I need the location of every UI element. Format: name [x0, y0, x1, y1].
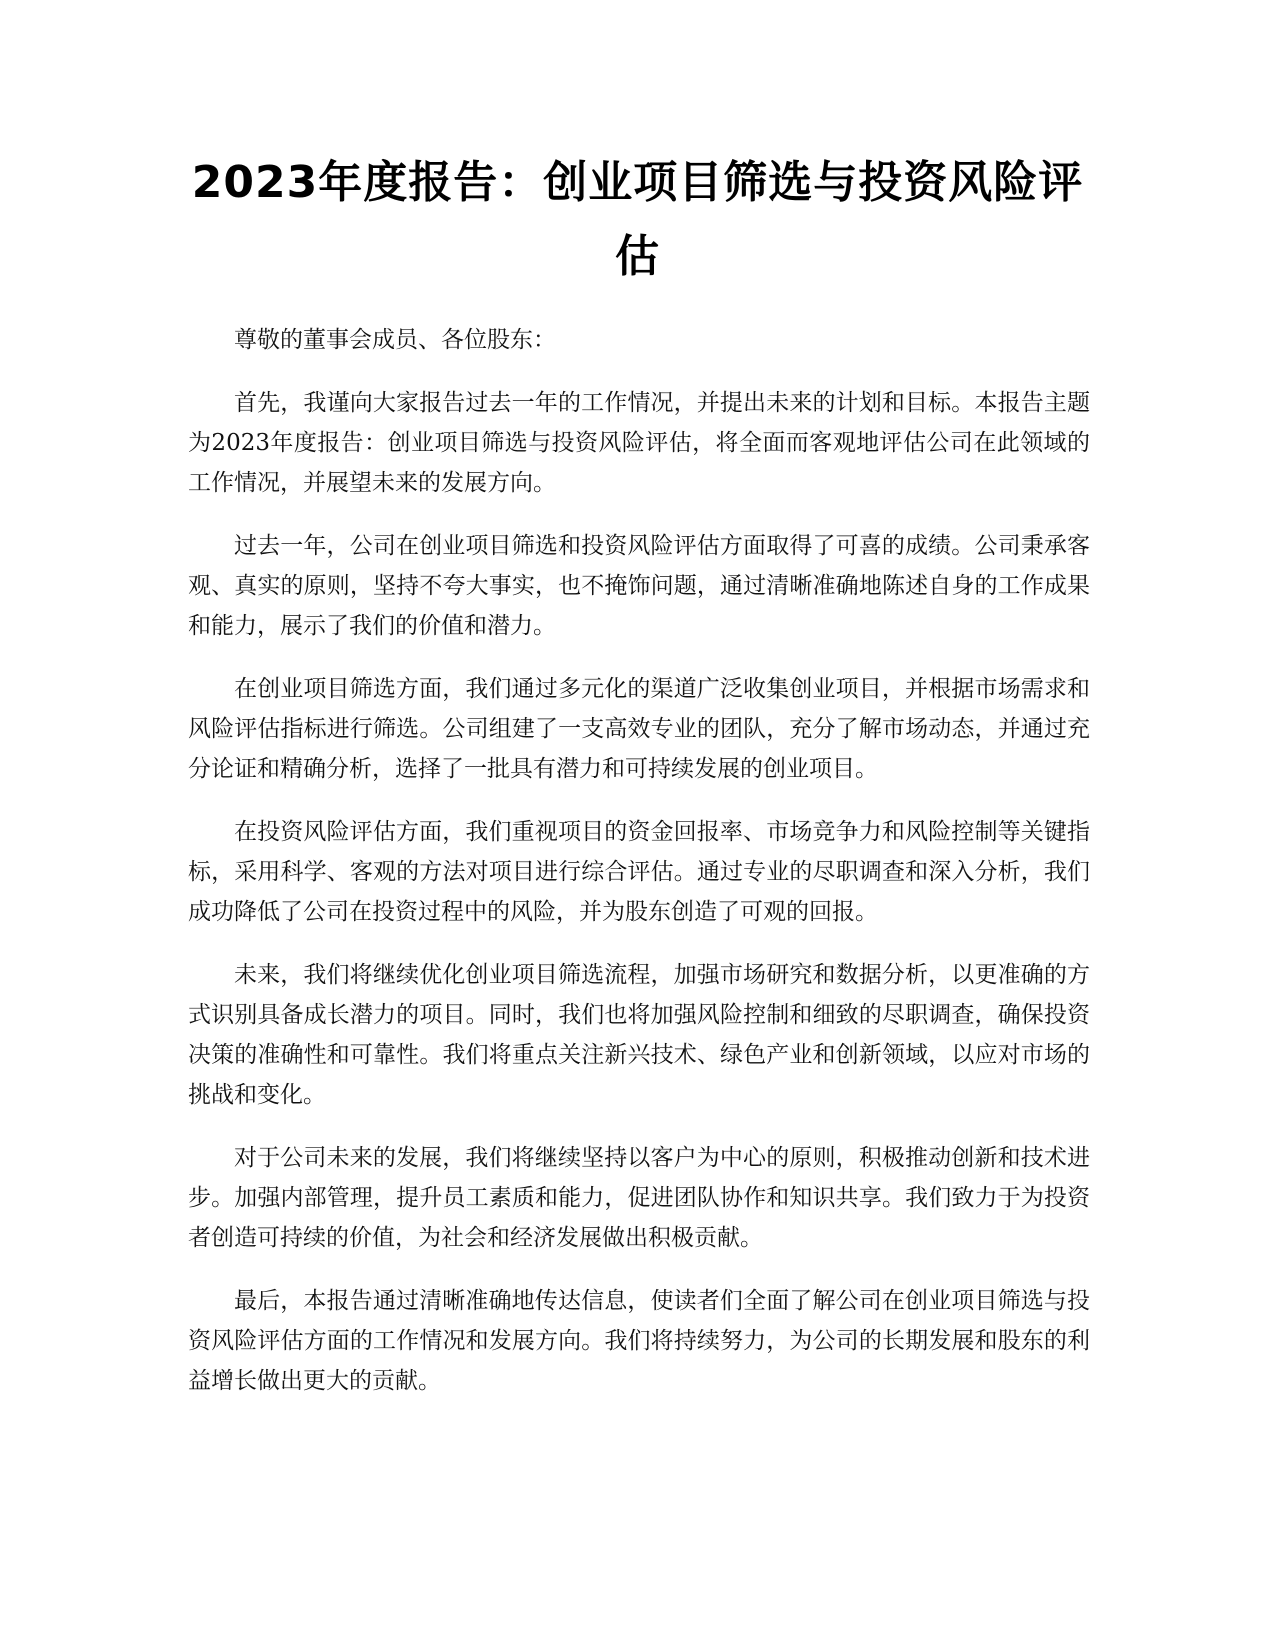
page-title: 2023年度报告：创业项目筛选与投资风险评估: [191, 157, 1084, 282]
paragraph-intro: 首先，我谨向大家报告过去一年的工作情况，并提出未来的计划和目标。本报告主题为2023年度报告：创业项目筛选与投资风险评估，将全面而客观地评估公司在此领域的工作情况，并展望未来的发展方向。: [188, 390, 1090, 496]
paragraph-risk-assessment: 在投资风险评估方面，我们重视项目的资金回报率、市场竞争力和风险控制等关键指标，采用科学、客观的方法对项目进行综合评估。通过专业的尽职调查和深入分析，我们成功降低了公司在投资过程中的风险，并为股东创造了可观的回报。: [188, 819, 1090, 925]
document-body: [188, 320, 1090, 1424]
paragraph-past-year: 过去一年，公司在创业项目筛选和投资风险评估方面取得了可喜的成绩。公司秉承客观、真实的原则，坚持不夸大事实，也不掩饰问题，通过清晰准确地陈述自身的工作成果和能力，展示了我们的价值和潜力。: [188, 533, 1090, 639]
paragraph-project-screening: 在创业项目筛选方面，我们通过多元化的渠道广泛收集创业项目，并根据市场需求和风险评估指标进行筛选。公司组建了一支高效专业的团队，充分了解市场动态，并通过充分论证和精确分析，选择了一批具有潜力和可持续发展的创业项目。: [188, 676, 1090, 782]
salutation: 尊敬的董事会成员、各位股东：: [234, 327, 556, 353]
paragraph-future-plans: 未来，我们将继续优化创业项目筛选流程，加强市场研究和数据分析，以更准确的方式识别具备成长潜力的项目。同时，我们也将加强风险控制和细致的尽职调查，确保投资决策的准确性和可靠性。我们将重点关注新兴技术、绿色产业和创新领域，以应对市场的挑战和变化。: [188, 962, 1090, 1108]
paragraph-company-development: 对于公司未来的发展，我们将继续坚持以客户为中心的原则，积极推动创新和技术进步。加强内部管理，提升员工素质和能力，促进团队协作和知识共享。我们致力于为投资者创造可持续的价值，为社会和经济发展做出积极贡献。: [188, 1145, 1090, 1251]
paragraph-conclusion: 最后，本报告通过清晰准确地传达信息，使读者们全面了解公司在创业项目筛选与投资风险评估方面的工作情况和发展方向。我们将持续努力，为公司的长期发展和股东的利益增长做出更大的贡献。: [188, 1288, 1090, 1394]
